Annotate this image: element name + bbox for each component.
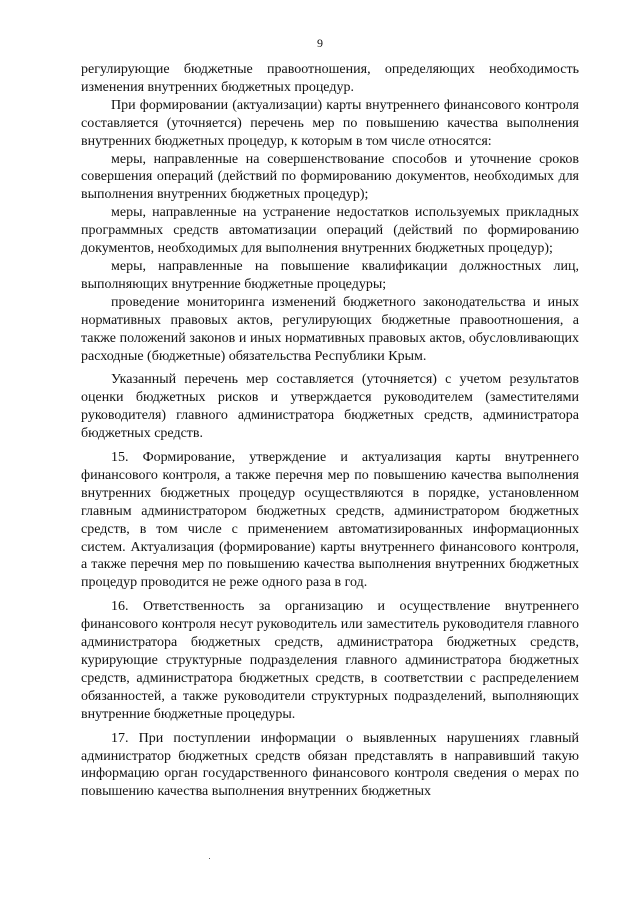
clause-17: 17. При поступлении информации о выявленных нарушениях главный администратор бюджетных средств обязан представлять в направивший такую информацию орган государственного финансового контроля сведения о мерах по повышению качества выполнения внутренних бюджетных [81,730,579,800]
paragraph-continuation: регулирующие бюджетные правоотношения, определяющих необходимость изменения внутренних бюджетных процедур. [81,62,579,95]
clause-16: 16. Ответственность за организацию и осуществление внутреннего финансового контроля несут руководитель или заместитель руководителя главного администратора бюджетных средств, администратора бюджетных средств, курирующие структурные подразделения главного администратора бюджетных средств, администратора бюджетных средств, в соответствии с распределением обязанностей, а также руководители структурных подразделений, выполняющих внутренние бюджетные процедуры. [81,599,579,722]
page-number: 9 [317,36,323,50]
paragraph-measures-approval: Указанный перечень мер составляется (уточняется) с учетом результатов оценки бюджетных рисков и утверждается руководителем (заместителями руководителя) главного администратора бюджетных средств, администратора бюджетных средств. [81,372,579,442]
list-item-measure-software: меры, направленные на устранение недостатков используемых прикладных программных средств автоматизации операций (действий по формированию документов, необходимых для выполнения внутренних бюджетных процедур); [81,205,579,257]
list-item-measure-qualification: меры, направленные на повышение квалификации должностных лиц, выполняющих внутренние бюджетные процедуры; [81,258,579,292]
list-item-measure-methods: меры, направленные на совершенствование способов и уточнение сроков совершения операций (действий по формированию документов, необходимых для выполнения внутренних бюджетных процедур); [81,151,579,203]
document-body [81,61,579,801]
paragraph-measures-list-intro: При формировании (актуализации) карты внутреннего финансового контроля составляется (уточняется) перечень мер по повышению качества выполнения внутренних бюджетных процедур, к которым в том числе относятся: [81,97,579,149]
clause-15: 15. Формирование, утверждение и актуализация карты внутреннего финансового контроля, а также перечня мер по повышению качества выполнения внутренних бюджетных процедур осуществляются в порядке, установленном главным администратором бюджетных средств, администратором бюджетных средств, в том числе с применением автоматизированных информационных систем. Актуализация (формирование) карты внутреннего финансового контроля, а также перечня мер по повышению качества выполнения внутренних бюджетных процедур проводится не реже одного раза в год. [81,450,579,591]
scan-speck [209,858,210,859]
list-item-monitoring: проведение мониторинга изменений бюджетного законодательства и иных нормативных правовых актов, регулирующих бюджетные правоотношения, а также положений законов и иных нормативных правовых актов, обусловливающих расходные (бюджетные) обязательства Республики Крым. [81,294,579,364]
